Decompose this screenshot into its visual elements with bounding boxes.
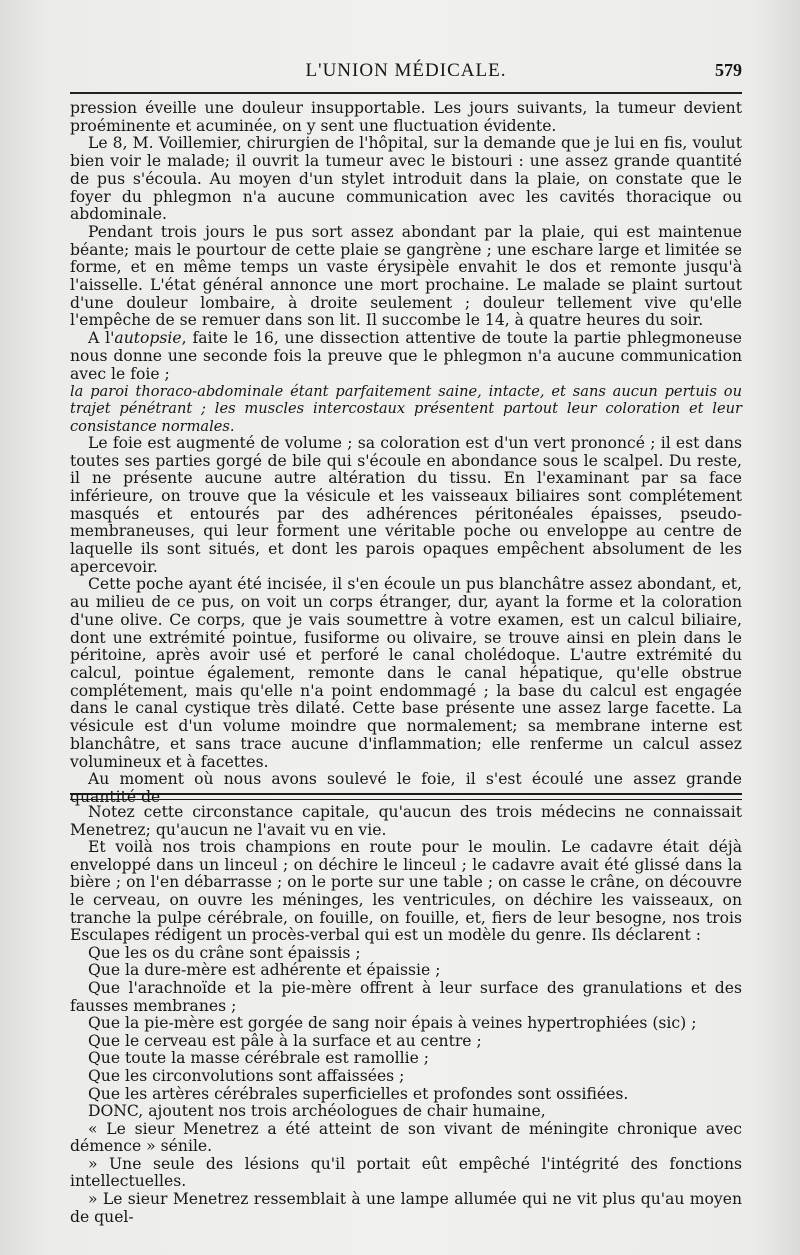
- article-body: [70, 100, 742, 807]
- feuilleton-section: [70, 804, 742, 1226]
- feuilleton-quote: « Le sieur Menetrez a été atteint de son vivant de méningite chronique avec démence » sénile.: [70, 1119, 742, 1156]
- finding-item: Que le cerveau est pâle à la surface et au centre ;: [88, 1031, 482, 1050]
- article-paragraph: Cette poche ayant été incisée, il s'en écoule un pus blanchâtre assez abondant, et, au milieu de ce pus, on voit un corps étranger, dur, ayant la forme et la coloration d'une olive. Ce corps, que je vais soumettre à votre examen, est un calcul biliaire, dont une extrémité pointue, fusiforme ou olivaire, se trouve ainsi en plein dans le péritoine, après avoir usé et perforé le canal cholédoque. L'autre extrémité du calcul, pointue également, remonte dans le canal hépatique, qu'elle obstrue complétement, mais qu'elle n'a point endommagé ; la base du calcul est engagée dans le canal cystique très dilaté. Cette base présente une assez large facette. La vésicule est d'un volume moindre que normalement; sa membrane interne est blanchâtre, et sans trace aucune d'inflammation; elle renferme un calcul assez volumineux et à facettes.: [70, 575, 742, 771]
- feuilleton-quote: » Le sieur Menetrez ressemblait à une lampe allumée qui ne vit plus qu'au moyen de quel-: [70, 1190, 742, 1226]
- text-run: , faite le 16, une dissection attentive de toute la partie phlegmoneuse nous donne une seconde fois la preuve que le phlegmon n'a aucune communication avec le foie ;: [70, 329, 742, 383]
- finding-item: Que la dure-mère est adhérente et épaissie ;: [88, 961, 441, 980]
- finding-item: Que les os du crâne sont épaissis ;: [88, 943, 361, 962]
- finding-item: Que les artères cérébrales superficielles et profondes sont ossifiées.: [88, 1084, 629, 1103]
- feuilleton-divider: [70, 793, 742, 800]
- feuilleton-quote: » Une seule des lésions qu'il portait eût empêché l'intégrité des fonctions intellectuelles.: [70, 1154, 742, 1191]
- article-italic-passage: la paroi thoraco-abdominale étant parfaitement saine, intacte, et sans aucun pertuis ou trajet pénétrant ; les muscles intercostaux présentent partout leur coloration et leur consistance normales.: [70, 383, 742, 435]
- feuilleton-paragraph: Notez cette circonstance capitale, qu'aucun des trois médecins ne connaissait Menetrez; qu'aucun ne l'avait vu en vie.: [70, 803, 742, 839]
- text-run: A l': [88, 329, 115, 348]
- article-paragraph: Au moment où nous avons soulevé le foie, il s'est écoulé une assez grande quantité de: [70, 770, 742, 806]
- finding-item: Que la pie-mère est gorgée de sang noir épais à veines hypertrophiées (sic) ;: [88, 1014, 697, 1033]
- page-number: 579: [715, 60, 742, 80]
- finding-item: Que toute la masse cérébrale est ramollie ;: [88, 1049, 430, 1068]
- article-paragraph: Le 8, M. Voillemier, chirurgien de l'hôpital, sur la demande que je lui en fis, voulut bien voir le malade; il ouvrit la tumeur avec le bistouri : une assez grande quantité de pus s'écoula. Au moyen d'un stylet introduit dans la plaie, on constate que le foyer du phlegmon n'a aucune communication avec les cavités thoracique ou abdominale.: [70, 134, 742, 224]
- header-rule: [70, 92, 742, 94]
- article-paragraph: Le foie est augmenté de volume ; sa coloration est d'un vert prononcé ; il est dans toutes ses parties gorgé de bile qui s'écoule en abondance sous le scalpel. Du reste, il ne présente aucune autre altération du tissu. En l'examinant par sa face inférieure, on trouve que la vésicule et les vaisseaux biliaires sont complétement masqués et entourés par des adhérences péritonéales épaisses, pseudo-membraneuses, qui leur forment une véritable poche ou enveloppe au centre de laquelle ils sont situés, et dont les parois opaques empêchent absolument de les apercevoir.: [70, 433, 742, 576]
- article-paragraph: Pendant trois jours le pus sort assez abondant par la plaie, qui est maintenue béante; mais le pourtour de cette plaie se gangrène ; une eschare large et limitée se forme, et en même temps un vaste érysipèle envahit le dos et remonte jusqu'à l'aisselle. L'état général annonce une mort prochaine. Le malade se plaint surtout d'une douleur lombaire, à droite seulement ; douleur tellement vive qu'elle l'empêche de se remuer dans son lit. Il succombe le 14, à quatre heures du soir.: [70, 222, 742, 330]
- finding-item: Que l'arachnoïde et la pie-mère offrent à leur surface des granulations et des fausses membranes ;: [70, 978, 742, 1015]
- finding-item: Que les circonvolutions sont affaissées ;: [88, 1066, 405, 1085]
- article-paragraph: pression éveille une douleur insupportable. Les jours suivants, la tumeur devient proéminente et acuminée, on y sent une fluctuation évidente.: [70, 99, 742, 135]
- findings-list: [70, 945, 742, 1103]
- running-title: L'UNION MÉDICALE.: [305, 60, 507, 81]
- feuilleton-paragraph: DONC, ajoutent nos trois archéologues de chair humaine,: [88, 1102, 546, 1121]
- page-header: [70, 60, 742, 90]
- article-paragraph-autopsie: [70, 330, 742, 383]
- feuilleton-paragraph: Et voilà nos trois champions en route pour le moulin. Le cadavre était déjà enveloppé dans un linceul ; on déchire le linceul ; le cadavre avait été glissé dans la bière ; on l'en débarrasse ; on le porte sur une table ; on casse le crâne, on découvre le cerveau, on ouvre les méninges, les ventricules, on déchire les vaisseaux, on tranche la pulpe cérébrale, on fouille, on fouille, et, fiers de leur besogne, nos trois Esculapes rédigent un procès-verbal qui est un modèle du genre. Ils déclarent :: [70, 838, 742, 945]
- emphasis-autopsie: autopsie: [114, 329, 182, 348]
